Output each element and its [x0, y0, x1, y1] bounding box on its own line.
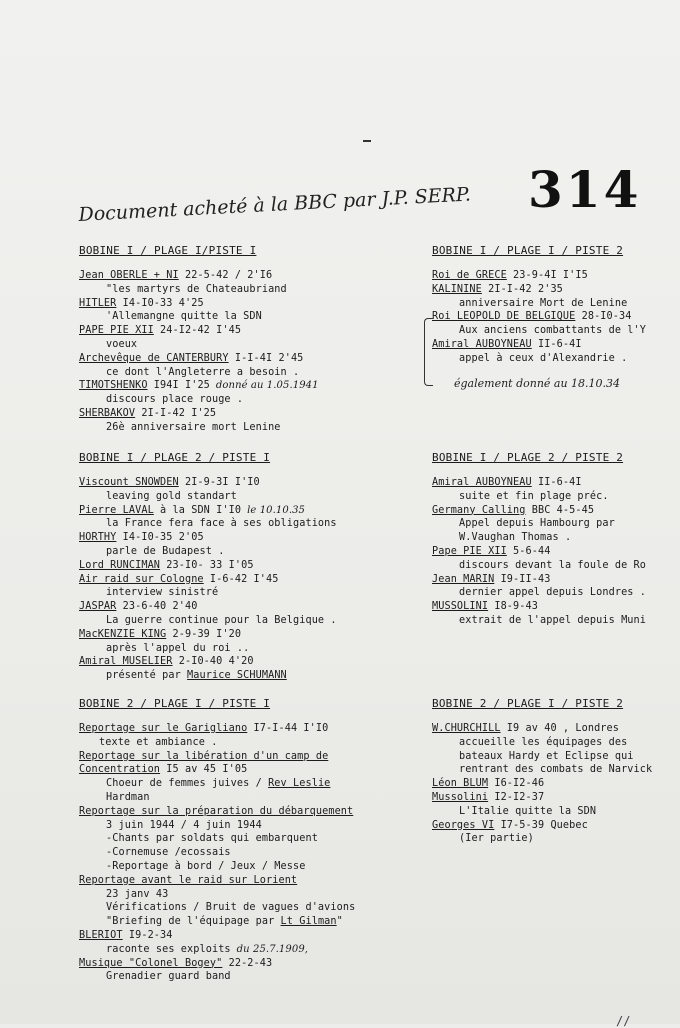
entry-date: I4-I0-33 4'25 — [116, 297, 204, 309]
speaker: BLERIOT — [79, 929, 123, 941]
entry-date: I7-5-39 Quebec — [494, 819, 588, 831]
entry-description: parle de Budapest . — [106, 545, 225, 557]
corner-mark: // — [616, 1014, 631, 1028]
entry-description: -Chants par soldats qui embarquent — [106, 833, 318, 845]
entry — [79, 573, 337, 587]
speaker: MacKENZIE KING — [79, 628, 167, 640]
speaker: Reportage sur le Garigliano — [79, 723, 248, 734]
section-bobine1-plage2-piste1 — [79, 451, 337, 683]
entry-date: I9-2-34 — [122, 929, 173, 941]
entry — [432, 819, 652, 833]
entry-description: interview sinistré — [106, 587, 219, 599]
speaker: Amiral MUSELIER — [79, 656, 173, 668]
speaker: Air raid sur Cologne — [79, 573, 204, 585]
entry — [79, 600, 337, 614]
entry — [432, 573, 646, 587]
entry-description: dernier appel depuis Londres . — [459, 587, 647, 599]
dash-mark — [363, 140, 371, 142]
entry-date: 23-6-40 2'40 — [116, 601, 198, 613]
handwritten-note: également donné au 18.10.34 — [454, 377, 621, 390]
entry — [79, 957, 355, 971]
entry — [432, 791, 652, 805]
speaker: Georges VI — [432, 819, 495, 831]
entry — [432, 504, 646, 518]
entry-date: 23-9-4I I'I5 — [506, 270, 588, 281]
entry-description: Hardman — [106, 791, 150, 803]
section-bobine2-plage1-piste2 — [432, 697, 652, 846]
entry-date: II-6-4I — [531, 477, 582, 488]
entry — [79, 750, 355, 764]
speaker: Jean MARIN — [432, 573, 495, 585]
entry-description: Appel depuis Hambourg par — [459, 518, 615, 530]
entry-date: à la SDN I'I0 — [153, 504, 242, 516]
entry — [79, 407, 319, 421]
entry-description: leaving gold standart — [106, 490, 237, 502]
entry — [79, 504, 337, 518]
entry-description: -Reportage à bord / Jeux / Messe — [106, 860, 306, 872]
speaker: SHERBAKOV — [79, 407, 136, 419]
speaker: Concentration — [79, 764, 161, 776]
entry-date: I-6-42 I'45 — [203, 573, 279, 585]
entry-date: I94I I'25 — [147, 380, 210, 392]
entry — [79, 297, 319, 311]
speaker: Mussolini — [432, 791, 489, 803]
entry-date: I5 av 45 I'05 — [160, 764, 248, 776]
speaker: Jean OBERLE + NI — [79, 270, 179, 281]
speaker: Pape PIE XII — [432, 545, 507, 557]
section-heading: BOBINE 2 / PLAGE I / PISTE 2 — [432, 697, 624, 710]
entry-description: voeux — [106, 338, 138, 350]
entry-date: I-I-4I 2'45 — [228, 352, 304, 364]
speaker: Reportage sur la libération d'un camp de — [79, 750, 329, 762]
section-heading: BOBINE I / PLAGE I / PISTE 2 — [432, 244, 624, 257]
speaker: Amiral AUBOYNEAU — [432, 338, 532, 350]
entry-date: 2I-I-42 2'35 — [481, 283, 563, 295]
speaker: Reportage avant le raid sur Lorient — [79, 874, 298, 886]
entry-description — [79, 943, 355, 957]
entry-date: I8-9-43 — [488, 601, 538, 613]
entry — [79, 874, 355, 888]
entry-description: après l'appel du roi .. — [106, 642, 250, 654]
entry-description: suite et fin plage préc. — [459, 490, 609, 502]
presenter: Rev Leslie — [268, 778, 331, 790]
speaker: Viscount SNOWDEN — [79, 477, 179, 488]
speaker: TIMOTSHENKO — [79, 380, 148, 392]
speaker: KALININE — [432, 283, 482, 295]
entry-date: I2-I2-37 — [488, 791, 545, 803]
entry-description — [79, 669, 337, 683]
speaker: Léon BLUM — [432, 778, 489, 790]
entry — [432, 545, 646, 559]
entry-description: Vérifications / Bruit de vagues d'avions — [106, 902, 356, 914]
entry-description: discours devant la foule de Ro — [459, 559, 647, 571]
handwritten-note: du 25.7.1909, — [236, 943, 309, 955]
entry-date: 2-I0-40 4'20 — [172, 656, 254, 668]
speaker: Roi de GRECE — [432, 270, 507, 281]
entry-description: discours place rouge . — [106, 394, 244, 406]
entry-description: la France fera face à ses obligations — [106, 518, 337, 530]
entry — [432, 722, 652, 736]
entry-date: 24-I2-42 I'45 — [153, 325, 242, 337]
entry-description: L'Italie quitte la SDN — [459, 805, 597, 817]
entry-text: Choeur de femmes juives / — [106, 778, 269, 790]
handwritten-note: donné au 1.05.1941 — [215, 380, 319, 392]
speaker: HORTHY — [79, 532, 117, 544]
entry-description — [79, 915, 355, 929]
entry — [432, 476, 646, 490]
entry-text: " — [336, 916, 343, 928]
entry — [79, 722, 355, 736]
entry — [79, 559, 337, 573]
entry — [432, 777, 652, 791]
entry — [79, 628, 337, 642]
entry — [79, 805, 355, 819]
entry — [79, 476, 337, 490]
entry-date: II-6-4I — [531, 338, 582, 350]
entry-date: I6-I2-46 — [488, 778, 545, 790]
entry-date: 2I-I-42 I'25 — [135, 407, 217, 419]
entry-description: rentrant des combats de Narvick — [459, 764, 653, 776]
entry-date: 2-9-39 I'20 — [166, 628, 242, 640]
entry-description: texte et ambiance . — [99, 736, 218, 748]
speaker: Pierre LAVAL — [79, 504, 154, 516]
entry-description: (Ier partie) — [459, 833, 534, 845]
section-bobine1-plage2-piste2 — [432, 451, 646, 628]
entry-text: raconte ses exploits — [106, 943, 231, 955]
entry-date: 2I-9-3I I'I0 — [178, 477, 260, 488]
section-heading: BOBINE 2 / PLAGE I / PISTE I — [79, 697, 271, 710]
speaker: Germany Calling — [432, 504, 526, 516]
entry — [79, 379, 319, 393]
entry-date: 22-5-42 / 2'I6 — [178, 270, 273, 281]
section-heading: BOBINE I / PLAGE I/PISTE I — [79, 244, 257, 257]
section-heading: BOBINE I / PLAGE 2 / PISTE I — [79, 451, 271, 464]
entry-date: I9 av 40 , Londres — [500, 723, 620, 734]
speaker: PAPE PIE XII — [79, 325, 154, 337]
entry-description: 3 juin 1944 / 4 juin 1944 — [106, 819, 262, 831]
section-bobine1-plage1-piste1 — [79, 244, 319, 435]
handwritten-title: Document acheté à la BBC par J.P. SERP. — [78, 183, 472, 226]
section-bobine2-plage1-piste1 — [79, 697, 355, 984]
entry-date: I9-II-43 — [494, 573, 551, 585]
entry-date: BBC 4-5-45 — [525, 504, 595, 516]
speaker: Musique "Colonel Bogey" — [79, 957, 223, 969]
entry-description: extrait de l'appel depuis Muni — [459, 614, 647, 626]
entry-description: appel à ceux d'Alexandrie . — [459, 352, 628, 364]
presenter: Lt Gilman — [280, 916, 337, 928]
entry — [79, 324, 319, 338]
entry-date: 22-2-43 — [222, 957, 273, 969]
entry-description: Aux anciens combattants de l'Y — [459, 325, 647, 337]
page-number: 314 — [528, 160, 642, 219]
entry — [79, 763, 355, 777]
entry-description — [79, 777, 355, 791]
entry-description: "les martyrs de Chateaubriand — [106, 283, 287, 295]
entry-date: 5-6-44 — [506, 545, 551, 557]
entry-description: La guerre continue pour la Belgique . — [106, 614, 337, 626]
speaker: Lord RUNCIMAN — [79, 559, 161, 571]
entry-date: I4-I0-35 2'05 — [116, 532, 204, 544]
entry-description: 26è anniversaire mort Lenine — [106, 421, 281, 433]
entry — [79, 269, 319, 283]
entry-date: 23-I0- 33 I'05 — [160, 559, 254, 571]
speaker: W.CHURCHILL — [432, 723, 501, 734]
speaker: Archevêque de CANTERBURY — [79, 352, 229, 364]
entry — [79, 531, 337, 545]
entry-description: bateaux Hardy et Eclipse qui — [459, 750, 634, 762]
entry-date: 28-I0-34 — [575, 311, 632, 323]
section-bobine1-plage1-piste2 — [432, 244, 646, 366]
entry-description: accueille les équipages des — [459, 736, 628, 748]
entry — [79, 929, 355, 943]
entry-text: présenté par — [106, 670, 188, 682]
entry — [432, 600, 646, 614]
speaker: Roi LEOPOLD DE BELGIQUE — [432, 311, 576, 323]
speaker: HITLER — [79, 297, 117, 309]
speaker: MUSSOLINI — [432, 601, 489, 613]
entry — [432, 269, 646, 283]
presenter: Maurice SCHUMANN — [187, 670, 287, 682]
entry-description: ce dont l'Angleterre a besoin . — [106, 366, 300, 378]
entry-description: 'Allemangne quitte la SDN — [106, 311, 262, 323]
speaker: JASPAR — [79, 601, 117, 613]
handwritten-bracket — [424, 318, 433, 386]
entry — [432, 310, 646, 324]
entry-description: -Cornemuse /ecossais — [106, 847, 231, 859]
entry — [432, 338, 646, 352]
entry-description: 23 janv 43 — [106, 888, 169, 900]
entry-description: Grenadier guard band — [106, 971, 231, 983]
entry — [432, 283, 646, 297]
entry — [79, 655, 337, 669]
section-heading: BOBINE I / PLAGE 2 / PISTE 2 — [432, 451, 624, 464]
speaker: Reportage sur la préparation du débarquement — [79, 805, 354, 817]
entry-description: W.Vaughan Thomas . — [459, 532, 572, 544]
entry-text: "Briefing de l'équipage par — [106, 916, 281, 928]
speaker: Amiral AUBOYNEAU — [432, 477, 532, 488]
entry — [79, 352, 319, 366]
handwritten-note: le 10.10.35 — [247, 504, 306, 516]
entry-date: I7-I-44 I'I0 — [247, 723, 329, 734]
entry-description: anniversaire Mort de Lenine — [459, 297, 628, 309]
